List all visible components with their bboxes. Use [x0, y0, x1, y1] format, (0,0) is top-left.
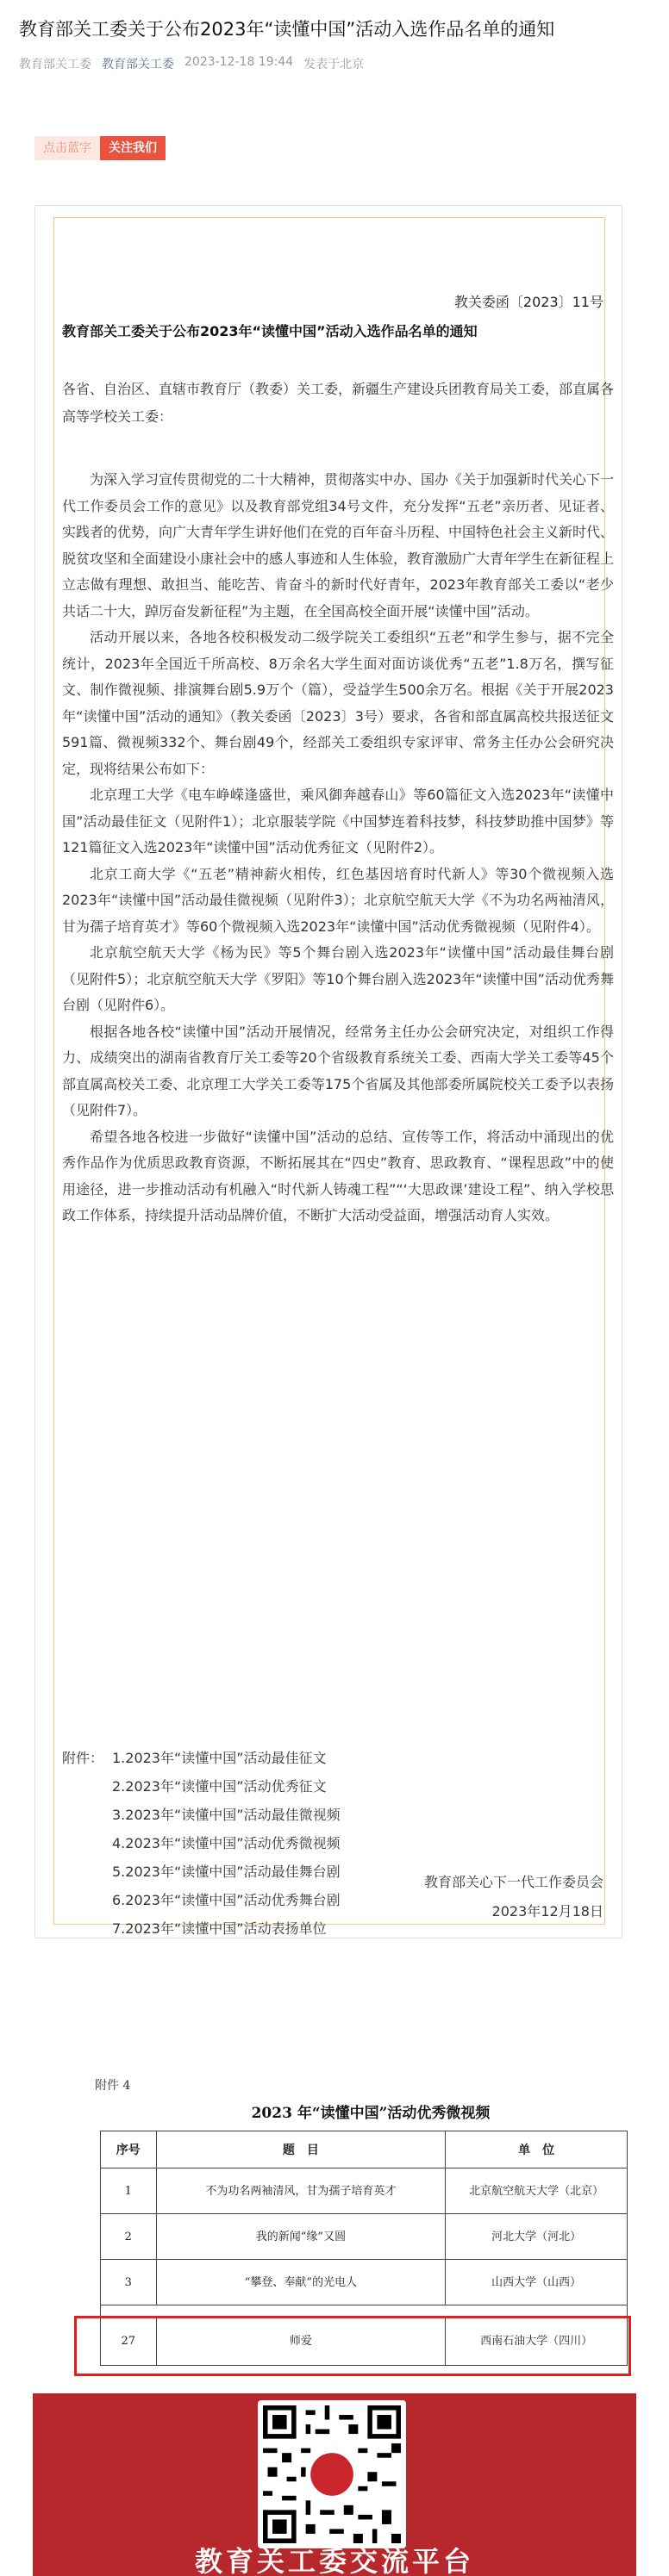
table-cell: 师爱: [156, 2317, 446, 2366]
table-attach-number: 附件 4: [95, 2079, 131, 2093]
table-cell: 北京航空航天大学（北京）: [446, 2168, 628, 2214]
qr-code-icon: [263, 2405, 401, 2543]
body-paragraph: 北京理工大学《电车峥嵘逢盛世，乘风御奔越春山》等60篇征文入选2023年“读懂中国”活动最佳征文（见附件1）；北京服装学院《中国梦连着科技梦，科技梦助推中国梦》等121篇征文入选2023年“读懂中国”活动优秀征文（见附件2）。: [62, 787, 614, 856]
page-title: 教育部关工委关于公布2023年“读懂中国”活动入选作品名单的通知: [19, 19, 555, 40]
table-cell: 山西大学（山西）: [446, 2260, 628, 2305]
table-cell: 我的新闻“缘”又圆: [156, 2214, 446, 2260]
attachment-item: 3.2023年“读懂中国”活动最佳微视频: [112, 1807, 341, 1823]
attachment-item: 7.2023年“读懂中国”活动表扬单位: [112, 1920, 327, 1937]
table-cell: 2: [101, 2214, 157, 2260]
attachment-item: 4.2023年“读懂中国”活动优秀微视频: [112, 1835, 341, 1851]
body-paragraph: 活动开展以来，各地各校积极发动二级学院关工委组织“五老”和学生参与，据不完全统计，2023年全国近千所高校、8万余名大学生面对面访谈优秀“五老”1.8万名，撰写征文、制作微视频、排演舞台剧5.9万个（篇），受益学生500余万名。根据《关于开展2023年“读懂中国”活动的通知》（教关委函〔2023〕3号）要求，各省和部直属高校共报送征文591篇、微视频332个、舞台剧49个，经部关工委组织专家评审、常务主任办公会研究决定，现将结果公布如下：: [62, 629, 614, 777]
publish-location: 发表于北京: [303, 58, 365, 72]
attachment-item: 5.2023年“读懂中国”活动最佳舞台剧: [112, 1864, 341, 1880]
table-header-row: [101, 2131, 628, 2168]
attachment-item: 附件： 1.2023年“读懂中国”活动最佳征文: [62, 1744, 614, 1772]
table-cell: 西南石油大学（四川）: [446, 2317, 628, 2366]
article-meta: [19, 55, 364, 72]
table-cell: 3: [101, 2260, 157, 2305]
body-paragraph: 北京工商大学《“五老”精神薪火相传，红色基因培育时代新人》等30个微视频入选2023年“读懂中国”活动最佳微视频（见附件3）；北京航空航天大学《不为功名两袖清风，甘为孺子培育英才》等60个微视频入选2023年“读懂中国”活动优秀微视频（见附件4）。: [62, 865, 614, 935]
body-paragraph: 根据各地各校“读懂中国”活动开展情况，经常务主任办公会研究决定，对组织工作得力、成绩突出的湖南省教育厅关工委等20个省级教育系统关工委、西南大学关工委等45个部直属高校关工委、北京理工大学关工委等175个省属及其他部委所属院校关工委予以表扬（见附件7）。: [62, 1023, 614, 1118]
follow-us-button[interactable]: 关注我们: [100, 136, 166, 160]
body-paragraph: 为深入学习宣传贯彻党的二十大精神，贯彻落实中办、国办《关于加强新时代关心下一代工作委员会工作的意见》以及教育部党组34号文件，充分发挥“五老”亲历者、见证者、实践者的优势，向广大青年学生讲好他们在党的百年奋斗历程、中国特色社会主义新时代、脱贫攻坚和全面建设小康社会中的感人事迹和人生体验，教育激励广大青年学生在新征程上立志做有理想、敢担当、能吃苦、肯奋斗的新时代好青年，2023年教育部关工委以“老少共话二十大，踔厉奋发新征程”为主题，在全国高校全面开展“读懂中国”活动。: [62, 471, 615, 619]
signature-org: 教育部关心下一代工作委员会: [423, 1874, 603, 1890]
body-paragraph: 希望各地各校进一步做好“读懂中国”活动的总结、宣传等工作，将活动中涌现出的优秀作品作为优质思政教育资源，不断拓展其在“四史”教育、思政教育、“课程思政”中的使用途径，进一步推动活动有机融入“时代新人铸魂工程”“‘大思政课’建设工程”、纳入学校思政工作体系，持续提升活动品牌价值，不断扩大活动受益面，增强活动育人实效。: [62, 1128, 614, 1223]
document-heading: 教育部关工委关于公布2023年“读懂中国”活动入选作品名单的通知: [62, 323, 478, 339]
table-gap: [101, 2305, 628, 2317]
table-cell: 27: [101, 2317, 157, 2366]
red-highlight-box: [74, 2316, 631, 2376]
table-title: 2023 年“读懂中国”活动优秀微视频: [251, 2105, 491, 2122]
table-cell: 不为功名两袖清风，甘为孺子培育英才: [156, 2168, 446, 2214]
attachments-label: 附件：: [62, 1750, 104, 1766]
document-number: 教关委函〔2023〕11号: [453, 294, 603, 310]
tap-blue-text: 点击蓝字: [34, 136, 100, 160]
account-link[interactable]: 教育部关工委: [102, 58, 174, 72]
document-signature-block: [424, 1868, 603, 1926]
table-row: [101, 2214, 628, 2260]
qr-code[interactable]: [258, 2400, 406, 2548]
promo-banner: [33, 2393, 636, 2576]
follow-badge[interactable]: [34, 136, 166, 160]
table-cell: “攀登、奉献”的光电人: [156, 2260, 446, 2305]
table-cell: 1: [101, 2168, 157, 2214]
signature-date: 2023年12月18日: [491, 1903, 603, 1920]
table-header: 序号: [101, 2131, 157, 2168]
banner-title: 教育关工委交流平台: [194, 2545, 474, 2576]
table-row: [101, 2260, 628, 2305]
attachment-item: 2.2023年“读懂中国”活动优秀征文: [112, 1778, 327, 1795]
author-name: 教育部关工委: [19, 58, 91, 72]
table-row: [101, 2168, 628, 2214]
document-salutation: 各省、自治区、直辖市教育厅（教委）关工委，新疆生产建设兵团教育局关工委，部直属各高等学校关工委：: [62, 381, 615, 425]
publish-time: 2023-12-18 19:44: [184, 55, 294, 69]
table-header: 题 目: [156, 2131, 446, 2168]
attachment-item: 6.2023年“读懂中国”活动优秀舞台剧: [112, 1892, 341, 1908]
table-row: [101, 2305, 628, 2317]
document-body: [62, 467, 614, 1229]
body-paragraph: 北京航空航天大学《杨为民》等5个舞台剧入选2023年“读懂中国”活动最佳舞台剧（见附件5）；北京航空航天大学《罗阳》等10个舞台剧入选2023年“读懂中国”活动优秀舞台剧（见附件6）。: [62, 944, 614, 1013]
table-cell: 河北大学（河北）: [446, 2214, 628, 2260]
table-header: 单 位: [446, 2131, 628, 2168]
